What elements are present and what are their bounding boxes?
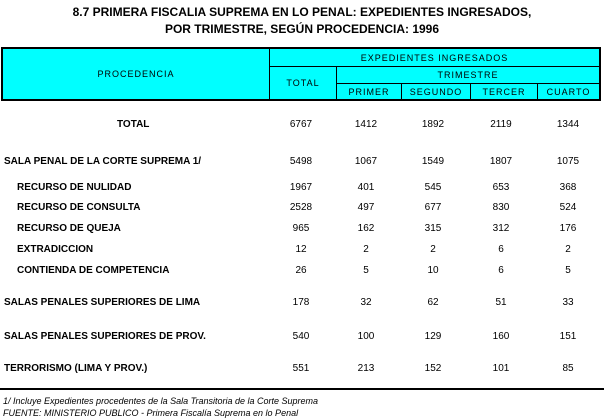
row-value: 6767: [289, 119, 313, 130]
table-row: [0, 119, 604, 133]
row-label: TOTAL: [117, 119, 150, 130]
header-cuarto: CUARTO: [546, 86, 591, 97]
row-value: 162: [357, 223, 375, 234]
row-value: 85: [562, 363, 574, 374]
header-primer: PRIMER: [348, 86, 390, 97]
row-value: 965: [292, 223, 310, 234]
row-value: 6: [498, 265, 504, 276]
row-value: 1075: [556, 156, 580, 167]
row-value: 62: [427, 297, 439, 308]
row-value: 178: [292, 297, 310, 308]
row-value: 1967: [289, 182, 313, 193]
row-value: 10: [427, 265, 439, 276]
row-value: 32: [360, 297, 372, 308]
row-value: 312: [492, 223, 510, 234]
header-segundo: SEGUNDO: [409, 86, 463, 97]
row-value: 1067: [354, 156, 378, 167]
row-value: 2: [430, 244, 436, 255]
row-value: 160: [492, 331, 510, 342]
row-value: 213: [357, 363, 375, 374]
header-procedencia: PROCEDENCIA: [97, 69, 175, 79]
row-value: 315: [424, 223, 442, 234]
table-row: [0, 363, 604, 377]
row-value: 101: [492, 363, 510, 374]
row-label: SALAS PENALES SUPERIORES DE PROV.: [4, 331, 206, 342]
row-value: 2: [363, 244, 369, 255]
row-value: 176: [559, 223, 577, 234]
row-value: 1412: [354, 119, 378, 130]
row-value: 100: [357, 331, 375, 342]
row-label: SALA PENAL DE LA CORTE SUPREMA 1/: [4, 156, 202, 167]
row-value: 497: [357, 202, 375, 213]
row-value: 540: [292, 331, 310, 342]
header-expedientes: EXPEDIENTES INGRESADOS: [360, 52, 509, 63]
row-value: 551: [292, 363, 310, 374]
row-value: 368: [559, 182, 577, 193]
row-value: 152: [424, 363, 442, 374]
row-value: 2528: [289, 202, 313, 213]
row-value: 5: [363, 265, 369, 276]
row-label: EXTRADICCION: [17, 244, 94, 255]
row-value: 401: [357, 182, 375, 193]
row-value: 653: [492, 182, 510, 193]
row-value: 151: [559, 331, 577, 342]
row-value: 33: [562, 297, 574, 308]
row-value: 1892: [421, 119, 445, 130]
table-header: [1, 47, 601, 101]
row-label: CONTIENDA DE COMPETENCIA: [17, 265, 170, 276]
source: FUENTE: MINISTERIO PUBLICO - Primera Fiscalía Suprema en lo Penal: [3, 408, 299, 418]
row-value: 5: [565, 265, 571, 276]
header-tercer: TERCER: [482, 86, 526, 97]
row-value: 5498: [289, 156, 313, 167]
table-row: [0, 265, 604, 279]
header-trimestre: TRIMESTRE: [437, 70, 499, 80]
row-label: RECURSO DE NULIDAD: [17, 182, 132, 193]
row-value: 129: [424, 331, 442, 342]
footnote: 1/ Incluye Expedientes procedentes de la Sala Transitoria de la Corte Suprema: [3, 396, 319, 406]
row-value: 1344: [556, 119, 580, 130]
table-row: [0, 297, 604, 311]
table-row: [0, 331, 604, 345]
row-label: RECURSO DE QUEJA: [17, 223, 121, 234]
row-value: 830: [492, 202, 510, 213]
row-value: 2: [565, 244, 571, 255]
row-value: 2119: [490, 119, 512, 130]
table-row: [0, 202, 604, 216]
row-value: 51: [495, 297, 507, 308]
row-label: TERRORISMO (LIMA Y PROV.): [4, 363, 148, 374]
title-line-2: POR TRIMESTRE, SEGÚN PROCEDENCIA: 1996: [164, 22, 440, 36]
header-total: TOTAL: [286, 78, 320, 88]
table-row: [0, 182, 604, 196]
row-value: 545: [424, 182, 442, 193]
row-label: SALAS PENALES SUPERIORES DE LIMA: [4, 297, 201, 308]
row-value: 6: [498, 244, 504, 255]
row-value: 1549: [421, 156, 445, 167]
row-value: 1807: [489, 156, 513, 167]
row-value: 26: [295, 265, 307, 276]
bottom-rule: [0, 388, 604, 390]
table-row: [0, 244, 604, 258]
row-value: 677: [424, 202, 442, 213]
table-row: [0, 156, 604, 170]
title-line-1: 8.7 PRIMERA FISCALIA SUPREMA EN LO PENAL: EXPEDIENTES INGRESADOS,: [72, 5, 532, 19]
row-value: 12: [295, 244, 307, 255]
row-value: 524: [559, 202, 577, 213]
row-label: RECURSO DE CONSULTA: [17, 202, 141, 213]
table-row: [0, 223, 604, 237]
